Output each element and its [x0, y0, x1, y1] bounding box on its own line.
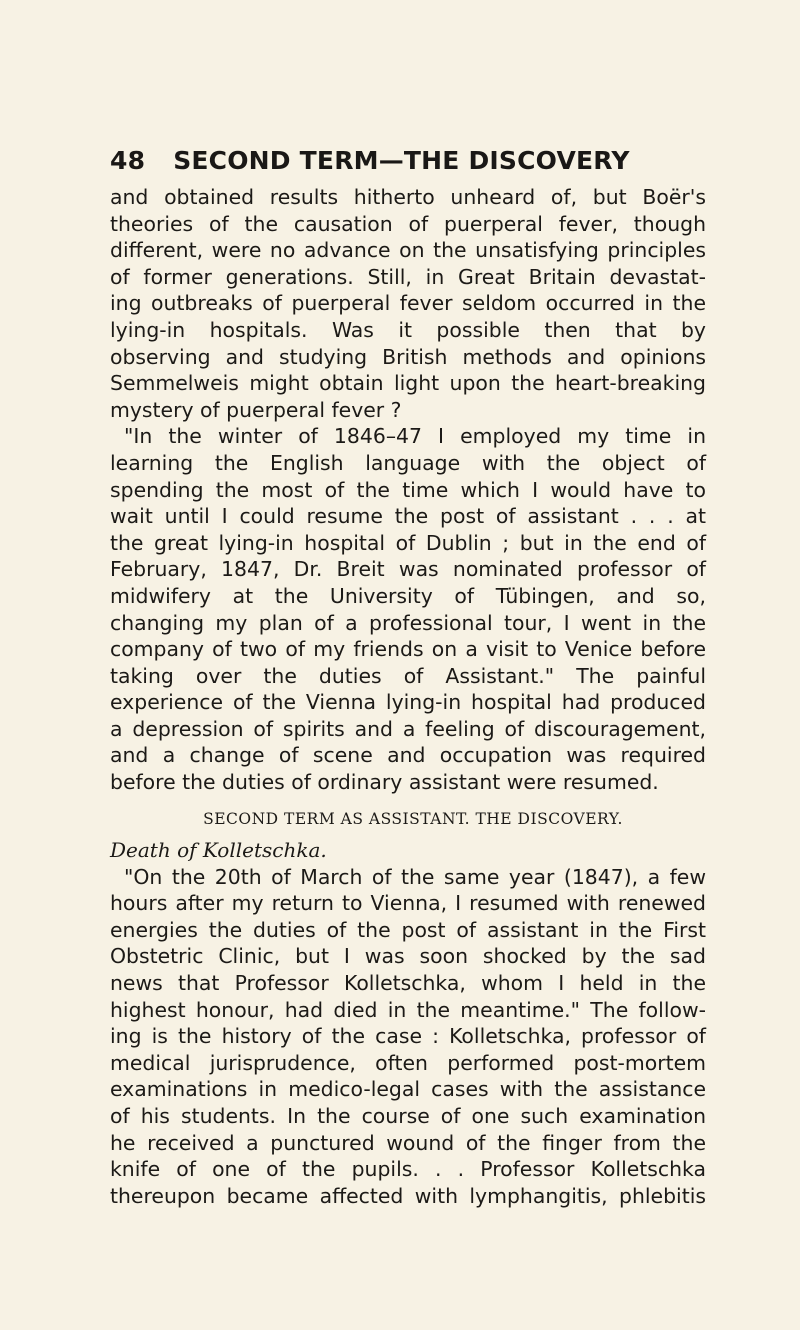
section-heading: SECOND TERM AS ASSISTANT. THE DISCOVERY. — [203, 809, 623, 828]
text-line: spending the most of the time which I would have to — [110, 477, 706, 502]
text-line: before the duties of ordinary assistant were resumed. — [110, 770, 659, 795]
text-line: February, 1847, Dr. Breit was nominated professor of — [110, 557, 706, 582]
text-line: hours after my return to Vienna, I resumed with renewed — [110, 891, 706, 916]
page-number: 48 — [110, 146, 146, 175]
text-line: learning the English language with the object of — [110, 450, 706, 475]
text-line: ing is the history of the case : Kolletschka, professor of — [110, 1024, 706, 1049]
text-line: Obstetric Clinic, but I was soon shocked by the sad — [110, 944, 706, 969]
text-line: the great lying-in hospital of Dublin ; but in the end of — [110, 530, 706, 555]
text-line: medical jurisprudence, often performed post-mortem — [110, 1050, 706, 1075]
text-line: midwifery at the University of Tübingen, and so, — [110, 583, 706, 608]
paragraph-1 — [110, 184, 706, 423]
paragraph-3 — [110, 864, 706, 1210]
text-line: highest honour, had died in the meantime." The follow- — [110, 997, 706, 1022]
subheading: Death of Kolletschka. — [110, 837, 327, 862]
text-line: "In the winter of 1846–47 I employed my time in — [124, 424, 706, 449]
text-line: experience of the Vienna lying-in hospital had produced — [110, 690, 706, 715]
text-line: knife of one of the pupils. . . Professor Kolletschka — [110, 1157, 706, 1182]
text-line: wait until I could resume the post of assistant . . . at — [110, 504, 706, 529]
text-line: lying-in hospitals. Was it possible then that by — [110, 317, 706, 342]
text-line: Semmelweis might obtain light upon the heart-breaking — [110, 371, 706, 396]
text-line: ing outbreaks of puerperal fever seldom occurred in the — [110, 291, 706, 316]
text-line: observing and studying British methods and opinions — [110, 344, 706, 369]
text-line: mystery of puerperal fever ? — [110, 397, 402, 422]
text-line: of his students. In the course of one such examination — [110, 1104, 706, 1128]
text-line: and a change of scene and occupation was required — [110, 743, 706, 768]
text-line: examinations in medico-legal cases with the assistance — [110, 1077, 706, 1102]
running-head-title: SECOND TERM—THE DISCOVERY — [173, 146, 630, 175]
text-line: thereupon became affected with lymphangitis, phlebitis — [110, 1183, 706, 1208]
text-line: different, were no advance on the unsatisfying principles — [110, 238, 706, 263]
text-line: energies the duties of the post of assistant in the First — [110, 917, 706, 942]
text-line: a depression of spirits and a feeling of discouragement, — [110, 716, 706, 741]
text-line: changing my plan of a professional tour, I went in the — [110, 610, 706, 635]
text-line: taking over the duties of Assistant." The painful — [110, 663, 706, 688]
text-line: company of two of my friends on a visit to Venice before — [110, 637, 706, 662]
text-line: and obtained results hitherto unheard of, but Boër's — [110, 185, 706, 209]
running-head — [110, 146, 710, 175]
text-line: of former generations. Still, in Great Britain devastat- — [110, 264, 706, 289]
text-line: he received a punctured wound of the finger from the — [110, 1130, 706, 1155]
body-text — [110, 184, 706, 1209]
text-line: news that Professor Kolletschka, whom I held in the — [110, 971, 706, 996]
paragraph-2 — [110, 423, 706, 795]
text-line: theories of the causation of puerperal fever, though — [110, 211, 706, 236]
text-line: "On the 20th of March of the same year (1847), a few — [124, 864, 706, 889]
